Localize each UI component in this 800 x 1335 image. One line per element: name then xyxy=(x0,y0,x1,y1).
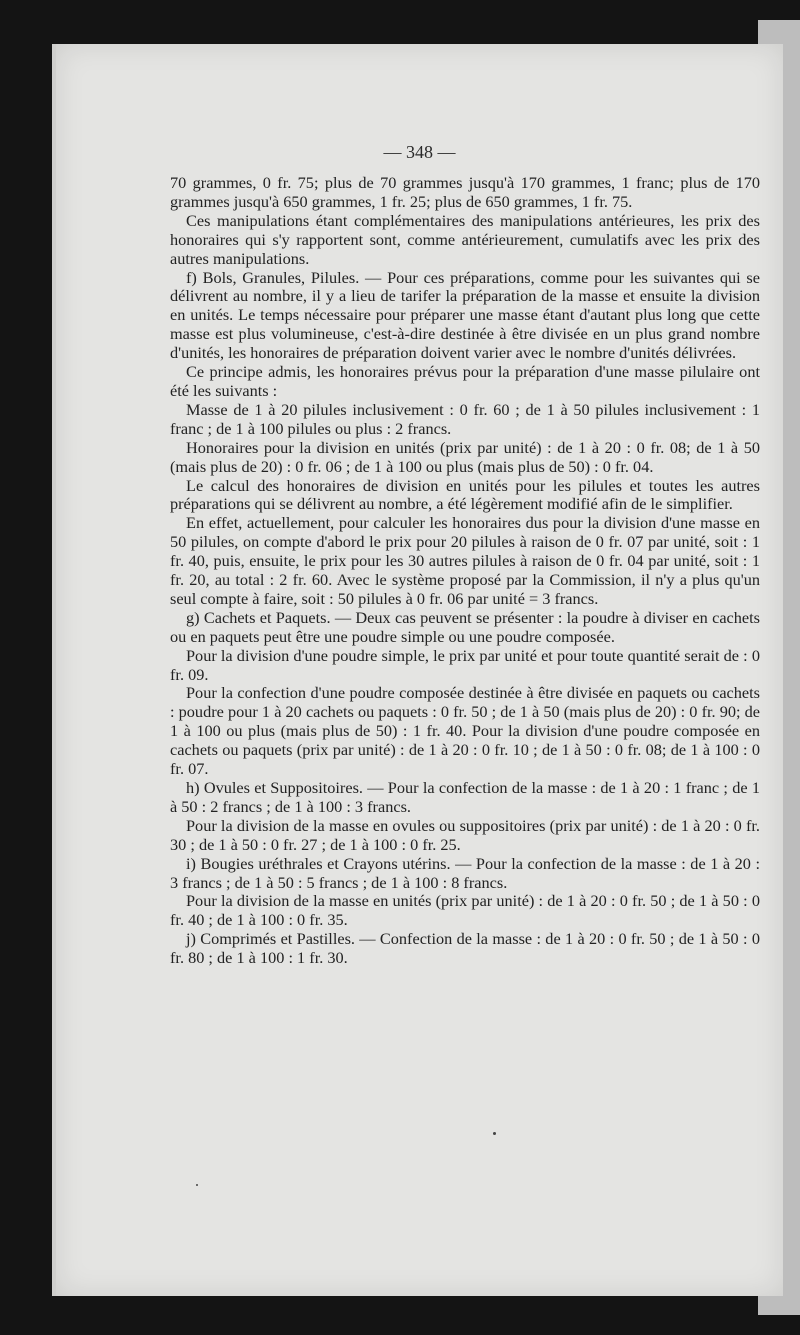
page-body xyxy=(170,174,760,968)
paragraph: Honoraires pour la division en unités (prix par unité) : de 1 à 20 : 0 fr. 08; de 1 à 50 (mais plus de 20) : 0 fr. 06 ; de 1 à 100 ou plus (mais plus de 50) : 0 fr. 04. xyxy=(170,437,760,476)
ink-speck xyxy=(493,1132,496,1135)
paragraph: g) Cachets et Paquets. — Deux cas peuvent se présenter : la poudre à diviser en cachets ou en paquets peut être une poudre simple ou une poudre composée. xyxy=(170,607,760,646)
paragraph: Le calcul des honoraires de division en unités pour les pilules et toutes les autres préparations qui se délivrent au nombre, a été légèrement modifié afin de le simplifier. xyxy=(170,475,760,514)
paragraph: Ces manipulations étant complémentaires des manipulations antérieures, les prix des honoraires qui s'y rapportent sont, comme antérieurement, cumulatifs avec les prix des autres manipulations. xyxy=(170,210,760,268)
paragraph: Pour la division de la masse en ovules ou suppositoires (prix par unité) : de 1 à 20 : 0 fr. 30 ; de 1 à 50 : 0 fr. 27 ; de 1 à 100 : 0 fr. 25. xyxy=(170,815,760,854)
paragraph: En effet, actuellement, pour calculer les honoraires dus pour la division d'une masse en 50 pilules, on compte d'abord le prix pour 20 pilules à raison de 0 fr. 07 par unité, soit : 1 fr. 40, puis, ensuite, le prix pour les 30 autres pilules à raison de 0 fr. 04 par unité, soit : 1 fr. 20, au total : 2 fr. 60. Avec le système proposé par la Commission, il n'y a plus qu'un seul compte à faire, soit : 50 pilules à 0 fr. 06 par unité = 3 francs. xyxy=(170,513,760,608)
paragraph: Masse de 1 à 20 pilules inclusivement : 0 fr. 60 ; de 1 à 50 pilules inclusivement : 1 franc ; de 1 à 100 pilules ou plus : 2 francs. xyxy=(170,399,760,438)
paragraph: i) Bougies uréthrales et Crayons utérins. — Pour la confection de la masse : de 1 à 20 : 3 francs ; de 1 à 50 : 5 francs ; de 1 à 100 : 8 francs. xyxy=(170,853,760,892)
paragraph: j) Comprimés et Pastilles. — Confection de la masse : de 1 à 20 : 0 fr. 50 ; de 1 à 50 : 0 fr. 80 ; de 1 à 100 : 1 fr. 30. xyxy=(170,929,760,968)
paragraph: h) Ovules et Suppositoires. — Pour la confection de la masse : de 1 à 20 : 1 franc ; de 1 à 50 : 2 francs ; de 1 à 100 : 3 francs. xyxy=(170,778,760,816)
paragraph: Pour la confection d'une poudre composée destinée à être divisée en paquets ou cachets : poudre pour 1 à 20 cachets ou paquets : 0 fr. 50 ; de 1 à 50 (mais plus de 20) : 0 fr. 90; de 1 à 100 ou plus (mais plus de 50) : 1 fr. 40. Pour la division d'une poudre composée en cachets ou paquets (prix par unité) : de 1 à 20 : 0 fr. 10 ; de 1 à 50 : 0 fr. 08; de 1 à 100 : 0 fr. 07. xyxy=(170,683,760,779)
paragraph: Pour la division de la masse en unités (prix par unité) : de 1 à 20 : 0 fr. 50 ; de 1 à 50 : 0 fr. 40 ; de 1 à 100 : 0 fr. 35. xyxy=(170,891,760,930)
page-number: — 348 — xyxy=(383,142,456,162)
paragraph: Ce principe admis, les honoraires prévus pour la préparation d'une masse pilulaire ont été les suivants : xyxy=(170,362,760,400)
ink-speck xyxy=(196,1184,198,1186)
paragraph: f) Bols, Granules, Pilules. — Pour ces préparations, comme pour les suivantes qui se délivrent au nombre, il y a lieu de tarifer la préparation de la masse et ensuite la division en unités. Le temps nécessaire pour préparer une masse étant d'autant plus long que cette masse est plus volumineuse, c'est-à-dire destinée à être divisée en un plus grand nombre d'unités, les honoraires de préparation doivent varier avec le nombre d'unités délivrées. xyxy=(170,267,760,363)
paragraph: Pour la division d'une poudre simple, le prix par unité et pour toute quantité serait de : 0 fr. 09. xyxy=(170,645,760,684)
document-page xyxy=(56,44,783,1296)
paragraph: 70 grammes, 0 fr. 75; plus de 70 grammes jusqu'à 170 grammes, 1 franc; plus de 170 grammes jusqu'à 650 grammes, 1 fr. 25; plus de 650 grammes, 1 fr. 75. xyxy=(170,173,760,211)
